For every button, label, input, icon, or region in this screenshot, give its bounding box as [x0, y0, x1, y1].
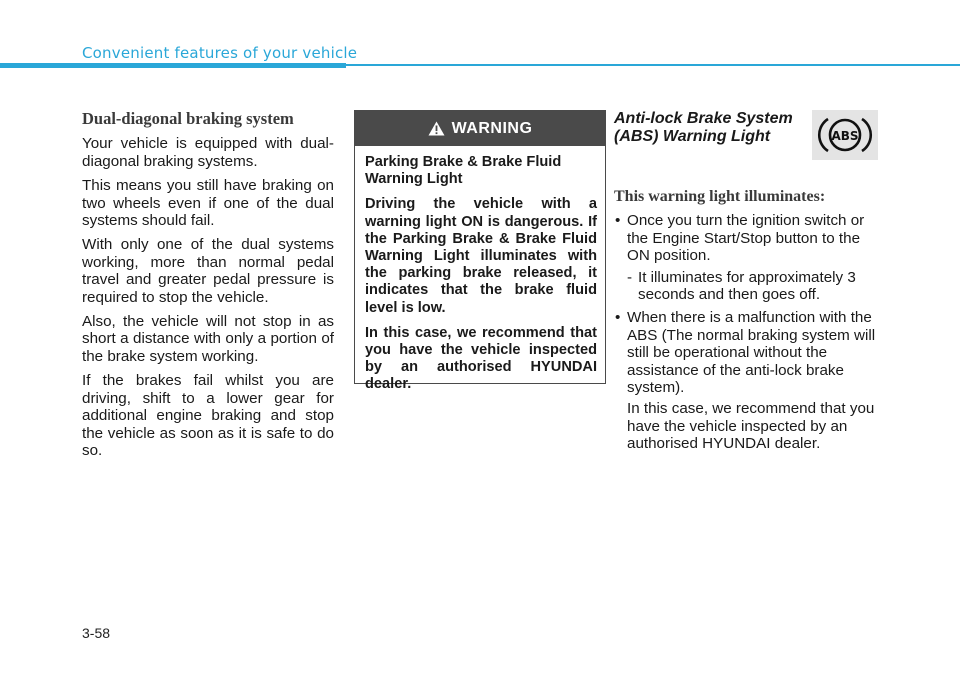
sub-list-item	[614, 269, 882, 304]
list-item	[614, 309, 882, 396]
warning-header	[355, 111, 605, 146]
warning-paragraph: In this case, we recommend that you have the vehicle inspected by an authorised HYUNDAI dealer.	[365, 324, 597, 393]
paragraph: Your vehicle is equipped with dual-diagonal braking systems.	[82, 135, 334, 170]
paragraph: Also, the vehicle will not stop in as short a distance with only a portion of the brake system working.	[82, 313, 334, 365]
illuminates-subheading: This warning light illuminates:	[614, 188, 826, 205]
paragraph: If the brakes fail whilst you are driving, shift to a lower gear for additional engine braking and stop the vehicle as soon as it is safe to do so.	[82, 372, 334, 459]
header-accent-bar	[0, 63, 346, 68]
bullet-text: When there is a malfunction with the ABS (The normal braking system will still be operational without the assistance of the anti-lock brake system).	[627, 309, 876, 397]
bullet-text: Once you turn the ignition switch or the Engine Start/Stop button to the ON position.	[627, 212, 865, 265]
abs-icon-text: ABS	[831, 129, 859, 143]
section-header: Convenient features of your vehicle	[82, 44, 358, 62]
bullet-dot: •	[615, 212, 621, 230]
paragraph: With only one of the dual systems working, more than normal pedal travel and greater pedal pressure is required to stop the vehicle.	[82, 236, 334, 306]
dash-marker: -	[627, 268, 633, 286]
abs-warning-title: Anti-lock Brake System (ABS) Warning Light	[614, 110, 793, 145]
abs-warning-icon	[812, 110, 878, 160]
sub-item-text: It illuminates for approximately 3 seconds and then goes off.	[638, 268, 856, 304]
warning-title: Parking Brake & Brake Fluid Warning Light	[365, 154, 562, 188]
warning-label: WARNING	[451, 119, 533, 137]
warning-triangle-icon	[428, 121, 445, 136]
warning-body	[355, 146, 605, 394]
left-column	[82, 110, 334, 466]
followup-paragraph: In this case, we recommend that you have the vehicle inspected by an authorised HYUNDAI dealer.	[627, 400, 875, 453]
dual-diagonal-heading: Dual-diagonal braking system	[82, 109, 294, 128]
right-column	[614, 110, 882, 460]
list-item	[614, 212, 882, 264]
warning-box	[354, 110, 606, 393]
bullet-dot: •	[615, 309, 621, 327]
paragraph: This means you still have braking on two wheels even if one of the dual systems should fail.	[82, 177, 334, 230]
page-number: 3-58	[82, 625, 111, 641]
warning-paragraph: Driving the vehicle with a warning light ON is dangerous. If the Parking Brake & Brake Fluid Warning Light illuminates with the parking brake released, it indicates that the brake fluid level is low.	[365, 196, 597, 316]
